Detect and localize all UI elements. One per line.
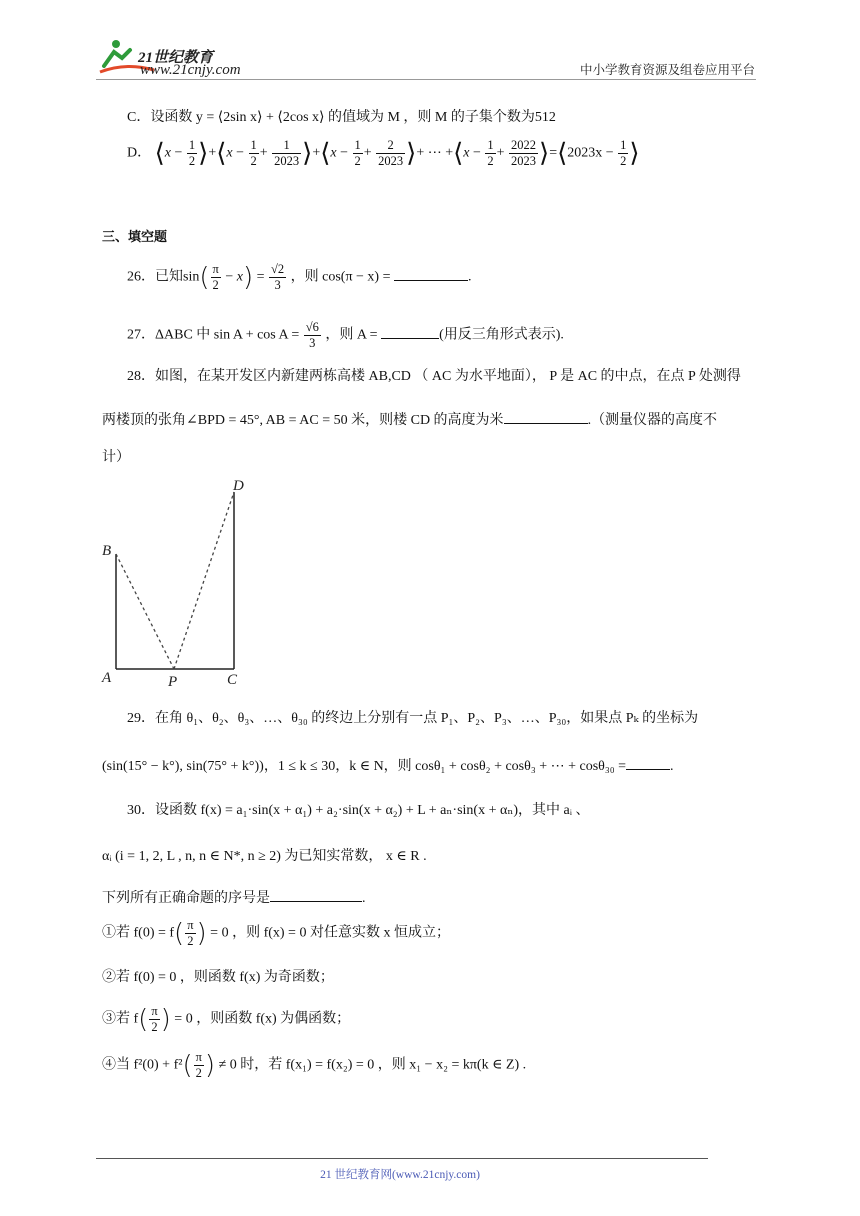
option-d: D． ⟨x − $\frac{1}{2}$ ⟩+⟨x − $\frac{1}{2}$ + $\frac{1}{2023}$ ⟩+⟨x − $\frac{1}{2}$ + $\frac{2}{2023}$ ⟩+ ⋯ +⟨x − $\frac{1}{2}$ + $\frac{2022}{2023}$ ⟩=⟨2023x − $\frac{1}{2}$ ⟩ [127, 138, 640, 169]
label-a: A [102, 670, 112, 686]
question-28-line3: 计） [102, 450, 130, 465]
sightline-pb [116, 554, 174, 669]
fraction: $\frac{1}{2}$ [188, 138, 196, 168]
fraction: $\frac{1}{2}$ [354, 138, 361, 168]
label-p: P [168, 674, 178, 690]
fraction: $\frac{\pi}{2}$ [212, 262, 219, 292]
question-26: 26．已知sin( $\frac{\pi}{2}$ − x) = $\frac{√2}{3}$ ，则 cos(π − x) = . [127, 262, 472, 293]
question-29-line1: 29．在角 θ₁、θ₂、θ₃、…、θ₃₀ 的终边上分别有一点 P₁、P₂、P₃、…、P₃₀，如果点 Pₖ 的坐标为 [127, 711, 699, 726]
label-c: C [227, 672, 238, 688]
answer-blank[interactable] [504, 411, 588, 424]
label-d: D [233, 478, 244, 494]
question-30-line1: 30．设函数 f(x) = a₁·sin(x + α₁) + a₂·sin(x + α₂) + L + aₙ·sin(x + αₙ)，其中 aᵢ 、 [127, 803, 590, 818]
question-29-line2: (sin(15° − k°), sin(75° + k°))，1 ≤ k ≤ 30，k ∈ N，则 cosθ₁ + cosθ₂ + cosθ₃ + ⋯ + cosθ₃₀ = . [102, 759, 674, 774]
fraction: $\frac{\pi}{2}$ [187, 918, 194, 948]
fraction: $\frac{√6}{3}$ [305, 320, 319, 350]
fraction: $\frac{√2}{3}$ [271, 262, 285, 292]
section-title: 三、填空题 [102, 230, 168, 245]
question-30-item-4: ④当 f²(0) + f²( $\frac{\pi}{2}$ ) ≠ 0 时，若 f(x₁) = f(x₂) = 0 ，则 x₁ − x₂ = kπ(k ∈ Z) . [102, 1050, 527, 1081]
building-diagram [96, 474, 256, 699]
option-c: C．设函数 y = ⟨2sin x⟩ + ⟨2cos x⟩ 的值域为 M ，则 M 的子集个数为512 [127, 110, 556, 125]
answer-blank[interactable] [394, 268, 468, 281]
footer-divider [96, 1158, 708, 1159]
fraction: $\frac{2022}{2023}$ [511, 138, 537, 168]
answer-blank[interactable] [270, 889, 362, 902]
header-divider [96, 79, 756, 80]
question-28-line1: 28．如图，在某开发区内新建两栋高楼 AB,CD （ AC 为水平地面）， P 是 AC 的中点，在点 P 处测得 [127, 369, 741, 384]
question-27: 27．ΔABC 中 sin A + cos A = $\frac{√6}{3}$ ，则 A = (用反三角形式表示). [127, 320, 564, 350]
answer-blank[interactable] [381, 326, 439, 339]
sightline-pd [174, 492, 234, 669]
question-30-item-3: ③若 f( $\frac{\pi}{2}$ ) = 0 ，则函数 f(x) 为偶函数； [102, 1004, 351, 1035]
svg-text:21世纪教育: 21世纪教育 [138, 50, 214, 66]
fraction: $\frac{1}{2023}$ [274, 138, 300, 168]
fraction: $\frac{1}{2}$ [620, 138, 627, 168]
question-30-line2: αᵢ (i = 1, 2, L , n, n ∈ N*, n ≥ 2) 为已知实常数， x ∈ R . [102, 849, 427, 864]
fraction: $\frac{1}{2}$ [250, 138, 257, 168]
label-b: B [102, 543, 112, 559]
answer-blank[interactable] [626, 757, 670, 770]
question-30-item-1: ①若 f(0) = f( $\frac{\pi}{2}$ ) = 0 ，则 f(x) = 0 对任意实数 x 恒成立； [102, 918, 450, 949]
question-30-line3: 下列所有正确命题的序号是 . [102, 891, 366, 906]
question-30-item-2: ②若 f(0) = 0 ，则函数 f(x) 为奇函数； [102, 970, 334, 985]
svg-text:www.21cnjy.com: www.21cnjy.com [140, 62, 241, 78]
question-28-line2: 两楼顶的张角∠BPD = 45°, AB = AC = 50 米，则楼 CD 的高度为米 .（测量仪器的高度不 [102, 413, 718, 428]
footer-site-link[interactable]: 21 世纪教育网(www.21cnjy.com) [320, 1169, 480, 1181]
site-logo [96, 36, 256, 76]
fraction: $\frac{\pi}{2}$ [195, 1050, 202, 1080]
fraction: $\frac{\pi}{2}$ [151, 1004, 158, 1034]
header-platform-name: 中小学教育资源及组卷应用平台 [579, 62, 755, 77]
fraction: $\frac{2}{2023}$ [378, 138, 404, 168]
fraction: $\frac{1}{2}$ [487, 138, 494, 168]
